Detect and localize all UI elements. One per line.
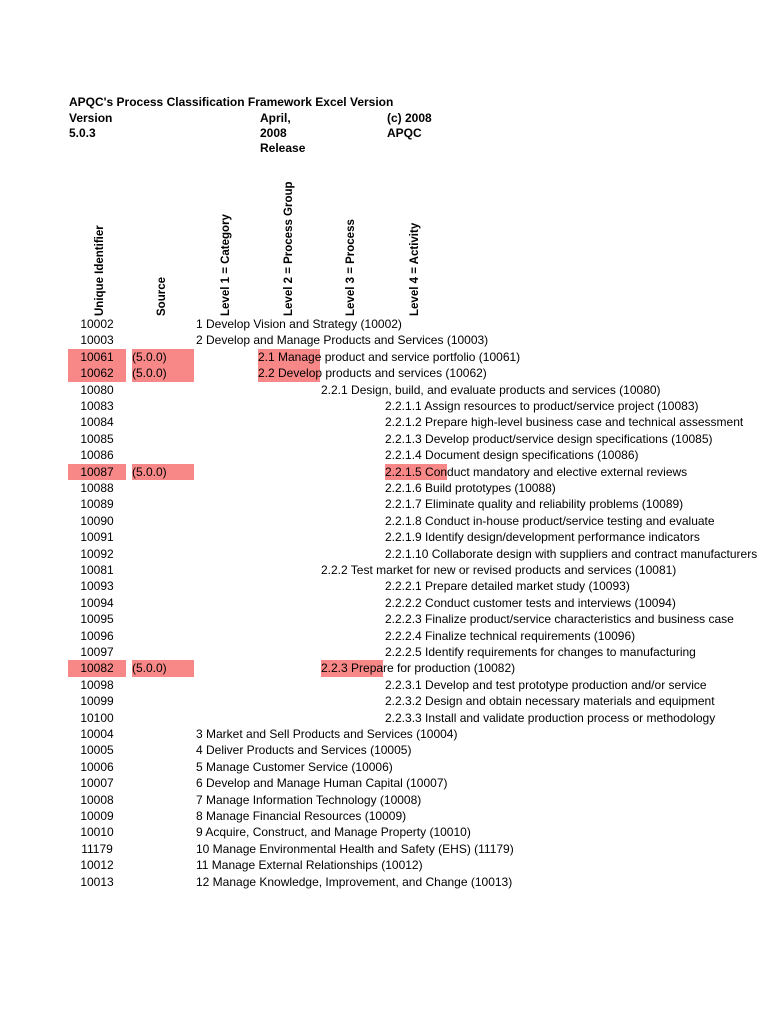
cell-unique-identifier[interactable]: 10002 [80,317,114,331]
table-row[interactable] [0,546,768,562]
cell-unique-identifier[interactable]: 10095 [80,612,114,627]
cell-unique-identifier[interactable]: 10097 [80,645,114,659]
table-row[interactable] [0,759,768,775]
cell-unique-identifier[interactable]: 10096 [80,628,114,643]
cell-unique-identifier[interactable]: 10088 [80,481,114,495]
version-label: Version [69,111,113,125]
cell-level4-description[interactable]: 2.2.1.2 Prepare high-level business case and technical assessment [385,415,744,430]
cell-unique-identifier[interactable]: 10008 [80,792,114,807]
cell-unique-identifier[interactable]: 10084 [80,415,114,430]
table-row[interactable] [0,480,768,496]
cell-level3-description[interactable]: 2.2.3 Prepare for production (10082) [321,661,516,676]
cell-level1-description[interactable]: 5 Manage Customer Service (10006) [196,759,393,774]
cell-level1-description[interactable]: 2 Develop and Manage Products and Services (10003) [196,333,489,348]
cell-unique-identifier[interactable]: 10012 [80,858,114,873]
table-row[interactable] [0,808,768,824]
cell-level1-description[interactable]: 7 Manage Information Technology (10008) [196,792,422,807]
cell-unique-identifier[interactable]: 10086 [80,448,114,463]
cell-unique-identifier[interactable]: 10061 [68,349,126,365]
cell-source[interactable]: (5.0.0) [132,349,194,365]
cell-level4-description[interactable]: 2.2.2.3 Finalize product/service characteristics and business case [385,612,734,627]
release-label: Release [260,141,306,155]
table-row[interactable] [0,874,768,890]
table-row[interactable] [0,562,768,578]
cell-level1-description[interactable]: 1 Develop Vision and Strategy (10002) [196,317,402,331]
cell-level4-description[interactable]: 2.2.1.6 Build prototypes (10088) [385,481,556,495]
cell-level4-description[interactable]: 2.2.2.1 Prepare detailed market study (10093) [385,579,630,594]
cell-level4-description[interactable]: 2.2.1.5 Conduct mandatory and elective external reviews [385,464,688,479]
column-headers [0,160,768,316]
version-value: 5.0.3 [69,126,96,140]
cell-unique-identifier[interactable]: 10100 [80,710,114,725]
cell-unique-identifier[interactable]: 10092 [80,546,114,561]
cell-unique-identifier[interactable]: 10083 [80,399,114,413]
table-row[interactable] [0,316,768,332]
cell-level1-description[interactable]: 9 Acquire, Construct, and Manage Property (10010) [196,825,471,840]
table-row[interactable] [0,824,768,840]
cell-unique-identifier[interactable]: 11179 [81,841,113,856]
column-header-source: Source [156,277,168,316]
cell-level4-description[interactable]: 2.2.1.8 Conduct in-house product/service testing and evaluate [385,513,715,528]
cell-unique-identifier[interactable]: 10094 [80,595,114,610]
cell-unique-identifier[interactable]: 10003 [80,333,114,348]
table-row[interactable] [0,382,768,398]
cell-unique-identifier[interactable]: 10009 [80,809,114,823]
cell-unique-identifier[interactable]: 10013 [80,874,114,889]
cell-unique-identifier[interactable]: 10099 [80,694,114,709]
cell-unique-identifier[interactable]: 10062 [68,365,126,381]
cell-unique-identifier[interactable]: 10010 [80,825,114,840]
cell-level4-description[interactable]: 2.2.2.4 Finalize technical requirements (10096) [385,628,636,643]
cell-level1-description[interactable]: 10 Manage Environmental Health and Safety (EHS) (11179) [196,841,514,856]
column-header-unique-identifier: Unique Identifier [94,225,106,316]
table-row[interactable] [0,496,768,512]
cell-unique-identifier[interactable]: 10080 [80,382,114,397]
cell-level2-description[interactable]: 2.1 Manage product and service portfolio (10061) [258,349,521,364]
cell-unique-identifier[interactable]: 10081 [80,563,114,577]
table-row[interactable] [0,677,768,693]
table-row[interactable] [0,578,768,594]
cell-level4-description[interactable]: 2.2.1.9 Identify design/development performance indicators [385,530,700,545]
table-row[interactable] [0,857,768,873]
cell-source[interactable]: (5.0.0) [132,464,194,480]
release-year: 2008 [260,126,287,140]
column-header-level2: Level 2 = Process Group [283,181,295,316]
table-row[interactable] [0,431,768,447]
cell-unique-identifier[interactable]: 10089 [80,497,114,512]
table-row[interactable] [0,398,768,414]
release-month: April, [260,111,291,125]
cell-unique-identifier[interactable]: 10093 [80,579,114,594]
table-row[interactable] [0,595,768,611]
cell-level1-description[interactable]: 6 Develop and Manage Human Capital (10007) [196,776,448,791]
table-row[interactable] [0,792,768,808]
table-row[interactable] [0,414,768,430]
cell-level1-description[interactable]: 4 Deliver Products and Services (10005) [196,743,412,758]
cell-level4-description[interactable]: 2.2.1.3 Develop product/service design specifications (10085) [385,431,713,446]
column-header-level3: Level 3 = Process [345,219,357,316]
table-row[interactable] [0,841,768,857]
sheet-title: APQC's Process Classification Framework Excel Version [69,95,394,109]
cell-level2-description[interactable]: 2.2 Develop products and services (10062) [258,366,487,381]
table-row[interactable] [0,628,768,644]
table-row[interactable] [0,611,768,627]
cell-source[interactable]: (5.0.0) [132,365,194,381]
cell-unique-identifier[interactable]: 10087 [68,464,126,480]
cell-unique-identifier[interactable]: 10091 [80,530,114,545]
cell-level4-description[interactable]: 2.2.1.1 Assign resources to product/service project (10083) [385,399,699,413]
cell-level1-description[interactable]: 12 Manage Knowledge, Improvement, and Change (10013) [196,874,513,889]
cell-level1-description[interactable]: 11 Manage External Relationships (10012) [196,858,423,873]
table-row[interactable] [0,365,768,381]
table-row[interactable] [0,660,768,676]
cell-unique-identifier[interactable]: 10004 [80,727,114,741]
table-row[interactable] [0,693,768,709]
column-header-level1: Level 1 = Category [220,214,232,316]
cell-level4-description[interactable]: 2.2.3.1 Develop and test prototype production and/or service [385,677,707,692]
cell-unique-identifier[interactable]: 10006 [80,759,114,774]
copyright-year: (c) 2008 [387,111,432,125]
cell-level3-description[interactable]: 2.2.2 Test market for new or revised products and services (10081) [321,563,677,577]
table-row[interactable] [0,775,768,791]
cell-level4-description[interactable]: 2.2.1.7 Eliminate quality and reliability problems (10089) [385,497,684,512]
cell-unique-identifier[interactable]: 10005 [80,743,114,758]
table-row[interactable] [0,742,768,758]
table-row[interactable] [0,529,768,545]
table-row[interactable] [0,332,768,348]
table-row[interactable] [0,349,768,365]
cell-level1-description[interactable]: 8 Manage Financial Resources (10009) [196,809,407,823]
table-row[interactable] [0,644,768,660]
cell-level4-description[interactable]: 2.2.1.4 Document design specifications (10086) [385,448,639,463]
column-header-level4: Level 4 = Activity [409,222,421,316]
cell-level4-description[interactable]: 2.2.3.3 Install and validate production process or methodology [385,710,716,725]
cell-unique-identifier[interactable]: 10085 [80,431,114,446]
cell-level1-description[interactable]: 3 Market and Sell Products and Services (10004) [196,727,458,741]
cell-level3-description[interactable]: 2.2.1 Design, build, and evaluate products and services (10080) [321,382,661,397]
cell-level4-description[interactable]: 2.2.3.2 Design and obtain necessary materials and equipment [385,694,715,709]
table-row[interactable] [0,513,768,529]
table-row[interactable] [0,464,768,480]
cell-level4-description[interactable]: 2.2.1.10 Collaborate design with suppliers and contract manufacturers [385,546,758,561]
table-row[interactable] [0,447,768,463]
cell-level4-description[interactable]: 2.2.2.5 Identify requirements for changes to manufacturing [385,645,696,659]
copyright-org: APQC [387,126,422,140]
cell-level4-description[interactable]: 2.2.2.2 Conduct customer tests and interviews (10094) [385,595,676,610]
table-row[interactable] [0,726,768,742]
cell-source[interactable]: (5.0.0) [132,660,194,676]
cell-unique-identifier[interactable]: 10090 [80,513,114,528]
cell-unique-identifier[interactable]: 10007 [80,776,114,791]
cell-unique-identifier[interactable]: 10082 [68,660,126,676]
cell-unique-identifier[interactable]: 10098 [80,677,114,692]
table-row[interactable] [0,710,768,726]
